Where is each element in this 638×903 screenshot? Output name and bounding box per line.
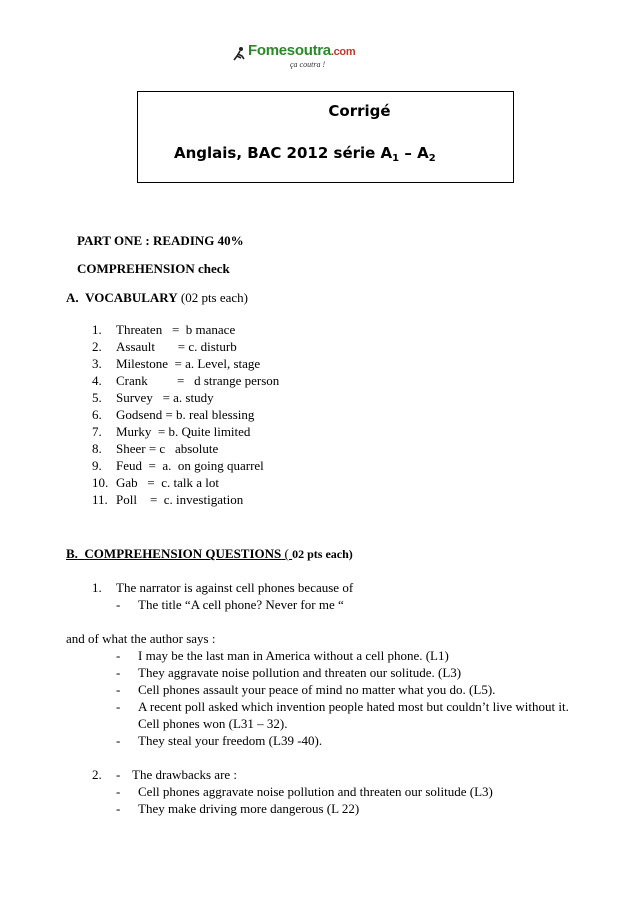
vocab-item: [92, 338, 279, 355]
quote-item: - I may be the last man in America without a cell phone. (L1): [116, 648, 449, 663]
vocab-item: [92, 321, 279, 338]
vocab-item: [92, 355, 279, 372]
vocab-item: [92, 474, 279, 491]
title-corrige: Corrigé: [328, 102, 391, 120]
vocab-item: [92, 457, 279, 474]
vocab-item-number: 2.: [92, 339, 102, 354]
vocab-item: [92, 372, 279, 389]
title-subject: Anglais, BAC 2012 série $A_1 - A_2$: [174, 144, 436, 164]
logo-tagline: ça coutra !: [290, 60, 326, 69]
fomesoutra-logo: [230, 40, 370, 72]
question-1-continued: and of what the author says :: [66, 631, 216, 646]
part-one-heading: PART ONE : READING 40%: [77, 233, 244, 248]
vocabulary-list: [92, 321, 279, 508]
vocab-item-text: Assault = c. disturb: [116, 339, 237, 354]
vocab-item-text: Survey = a. study: [116, 390, 214, 405]
vocab-item-text: Threaten = b manace: [116, 322, 236, 337]
vocab-item-text: Feud = a. on going quarrel: [116, 458, 264, 473]
vocab-item-text: Milestone = a. Level, stage: [116, 356, 261, 371]
vocab-item-text: Crank = d strange person: [116, 373, 280, 388]
comprehension-check-heading: COMPREHENSION check: [77, 261, 230, 276]
section-a-heading: A. VOCABULARY (02 pts each): [66, 290, 248, 305]
logo-wordmark: Fomesoutra.com: [248, 42, 356, 59]
section-b-heading: B. COMPREHENSION QUESTIONS ( 02 pts each): [66, 546, 353, 561]
quote-item: - They steal your freedom (L39 -40).: [116, 733, 323, 748]
question-1-bullet: - The title “A cell phone? Never for me “: [116, 597, 344, 612]
vocab-item-number: 10.: [92, 475, 109, 490]
drawback-item: - Cell phones aggravate noise pollution and threaten our solitude (L3): [116, 784, 493, 799]
vocab-item: [92, 491, 279, 508]
vocab-item-number: 4.: [92, 373, 102, 388]
quote-item-continued: Cell phones won (L31 – 32).: [138, 716, 288, 731]
vocab-item: [92, 440, 279, 457]
vocab-item-text: Murky = b. Quite limited: [116, 424, 251, 439]
runner-icon: [232, 46, 246, 62]
vocab-item-number: 11.: [92, 492, 108, 507]
drawback-item: - They make driving more dangerous (L 22): [116, 801, 360, 816]
vocab-item: [92, 423, 279, 440]
quote-item: - They aggravate noise pollution and threaten our solitude. (L3): [116, 665, 462, 680]
vocab-item-number: 9.: [92, 458, 102, 473]
vocab-item-number: 3.: [92, 356, 102, 371]
quote-item: - Cell phones assault your peace of mind no matter what you do. (L5).: [116, 682, 496, 697]
question-1: 1. The narrator is against cell phones because of: [92, 580, 354, 595]
vocab-item-number: 6.: [92, 407, 102, 422]
vocab-item-text: Godsend = b. real blessing: [116, 407, 255, 422]
vocab-item-text: Gab = c. talk a lot: [116, 475, 219, 490]
quote-item: - A recent poll asked which invention people hated most but couldn’t live without it.: [116, 699, 569, 714]
vocab-item: [92, 389, 279, 406]
vocab-item-number: 7.: [92, 424, 102, 439]
vocab-item-number: 5.: [92, 390, 102, 405]
vocab-item-text: Sheer = c absolute: [116, 441, 219, 456]
vocab-item-number: 1.: [92, 322, 102, 337]
title-box: [137, 91, 514, 183]
vocab-item: [92, 406, 279, 423]
question-2: 2. - The drawbacks are :: [92, 767, 238, 782]
vocab-item-number: 8.: [92, 441, 102, 456]
vocab-item-text: Poll = c. investigation: [116, 492, 244, 507]
